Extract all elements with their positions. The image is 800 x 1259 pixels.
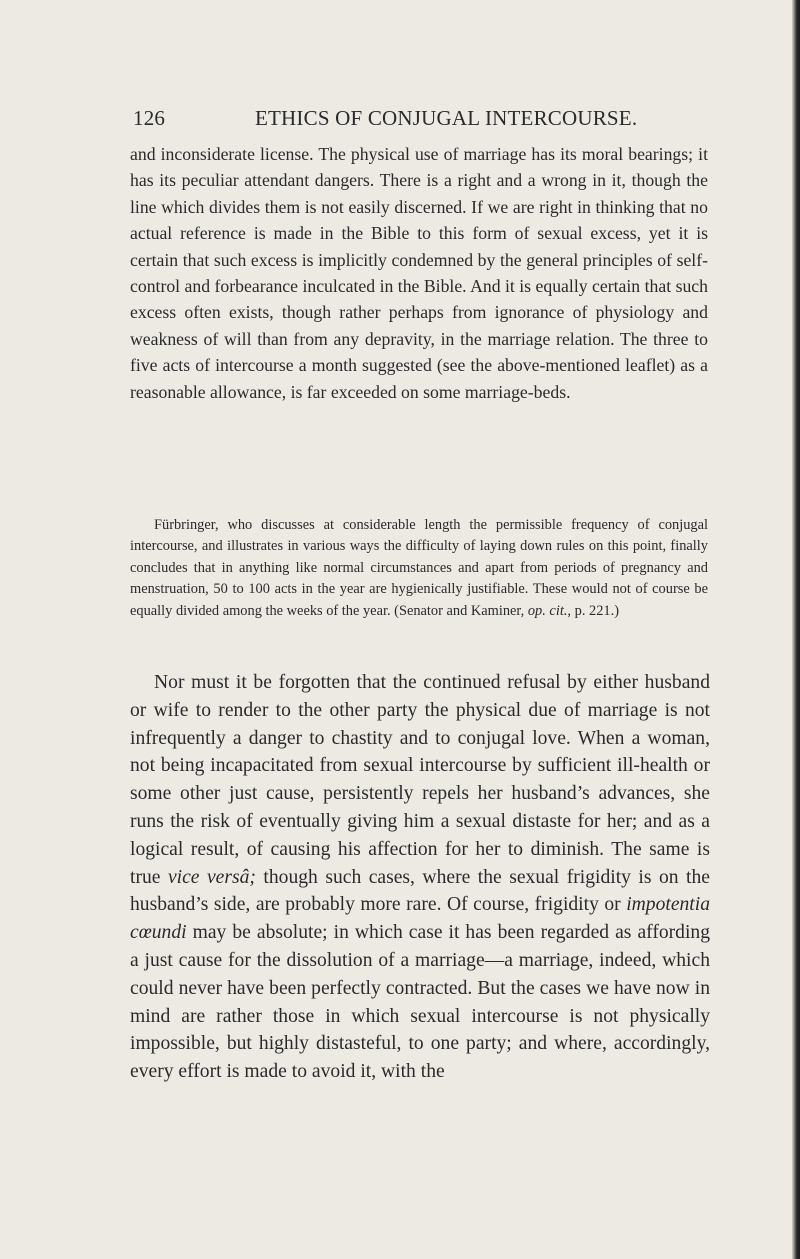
page-edge-shadow — [792, 0, 800, 1259]
paragraph-refusal-text-1: Nor must it be forgotten that the continued refusal by either husband or wife to render to the other party the physical due of marriage is not infrequently a danger to chastity and to conjugal love. When a woman, not being incapacitated from sexual intercourse by sufficient ill-health or some other just cause, persistently repels her husband’s advances, she runs the risk of eventually giving him a sexual distaste for her; and as a logical result, of causing his affection for her to diminish. The same is true — [130, 672, 710, 888]
page-number: 126 — [133, 106, 166, 130]
paragraph-refusal-text-3: may be absolute; in which case it has been regarded as affording a just cause for the dissolution of a marriage—a marriage, indeed, which could never have been perfectly contracted. But the cases we have now in mind are rather those in which sexual intercourse is not physically impossible, but highly distasteful, to one party; and where, accordingly, every effort is made to avoid it, with the — [130, 922, 710, 1083]
impotentia-phrase: impotentia cœundi — [130, 894, 710, 944]
note-text-1: Fürbringer, who discusses at considerable length the permissible frequency of conjugal intercourse, and illustrates in various ways the difficulty of laying down rules on this point, finally concludes that in anything like normal circumstances and apart from periods of pregnancy and menstruation, 50 to 100 acts in the year are hygienically justifiable. These would not of course be equally divided among the weeks of the year. (Senator and Kaminer, — [130, 517, 708, 619]
running-header — [133, 106, 708, 132]
paragraph-sexual-excess: and inconsiderate license. The physical use of marriage has its moral bearings; it has its peculiar attendant dangers. There is a right and a wrong in it, though the line which divides them is not easily discerned. If we are right in thinking that no actual reference is made in the Bible to this form of sexual excess, yet it is certain that such excess is implicitly condemned by the general principles of self-control and forbearance inculcated in the Bible. And it is equally certain that such excess often exists, though rather perhaps from ignorance of physiology and weakness of will than from any depravity, in the marriage relation. The three to five acts of intercourse a month suggested (see the above-mentioned leaflet) as a reasonable allowance, is far exceeded on some marriage-beds. — [130, 144, 708, 402]
note-citation: op. cit. — [527, 602, 568, 619]
paragraph-refusal — [130, 669, 710, 1086]
running-title: ETHICS OF CONJUGAL INTERCOURSE. — [255, 106, 638, 130]
vice-versa-phrase: vice versâ; — [167, 866, 256, 888]
note-furbringer — [130, 515, 708, 622]
paragraph-refusal-text-2: though such cases, where the sexual frigidity is on the husband’s side, are probably more rare. Of course, frigidity or — [130, 866, 710, 916]
note-text-2: , p. 221.) — [567, 602, 619, 619]
